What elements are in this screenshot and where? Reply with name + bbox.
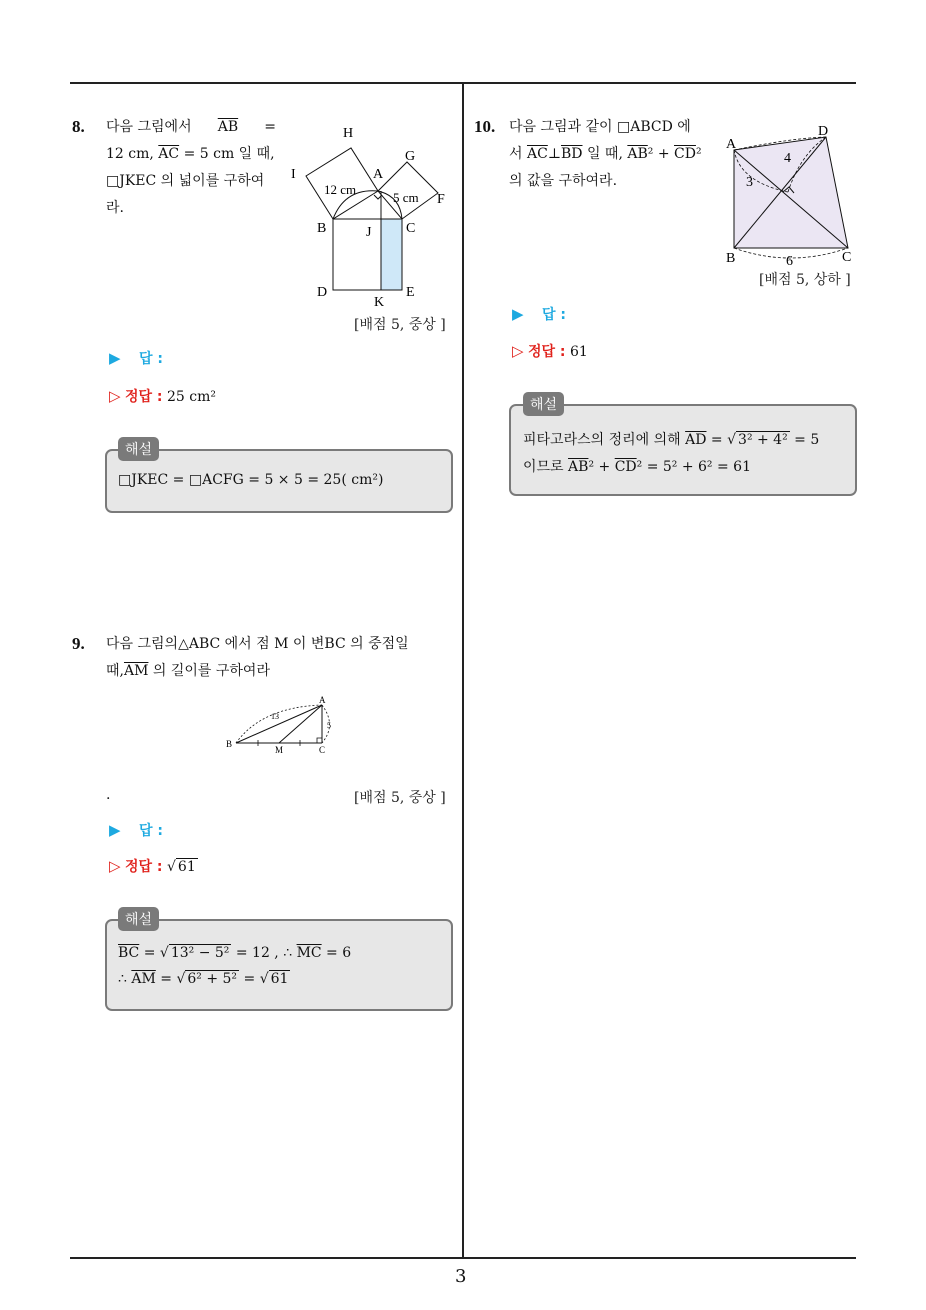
q9-explanation-line-1 <box>118 944 351 961</box>
q8-text-3: □JKEC 의 넓이를 구하여 <box>106 173 265 189</box>
q10-label-bc-length: 6 <box>786 254 793 268</box>
q9-exp-1f: = 6 <box>321 945 352 961</box>
bottom-rule <box>70 1257 856 1259</box>
q8-correct-value: 25 cm² <box>166 389 216 405</box>
q8-label-b: B <box>317 221 327 236</box>
q8-question <box>106 114 276 222</box>
q10-answer-row <box>512 304 566 324</box>
q8-label-e: E <box>406 285 415 300</box>
q9-number: 9. <box>72 634 85 653</box>
q9-correct-row <box>109 856 198 876</box>
q8-label-ac-length: 5 cm <box>393 190 419 205</box>
q9-explanation-box <box>105 919 453 1011</box>
q10-text-2c: ⊥ <box>547 146 561 162</box>
q10-exp-1c: = <box>706 432 728 448</box>
q10-quadrilateral <box>734 137 848 248</box>
q10-label-ad-length: 4 <box>784 151 791 166</box>
q9-correct-label: 정답 : <box>125 859 163 875</box>
q9-dot: . <box>106 787 111 803</box>
q8-segment-ab: $\overline{AB}$ <box>217 119 239 135</box>
q8-label-ab-length: 12 cm <box>324 182 357 197</box>
sqrt-icon: √ <box>259 971 269 987</box>
q8-answer-row <box>109 348 163 368</box>
q10-label-ab-length: 3 <box>746 175 753 190</box>
q8-label-c: C <box>406 221 416 236</box>
q8-explanation-tag: 해설 <box>118 437 159 461</box>
q8-correct-row <box>109 386 216 406</box>
q9-question <box>106 631 409 685</box>
q9-side-ab <box>236 705 322 743</box>
q8-label-a: A <box>373 167 384 182</box>
q9-text-2c: 의 길이를 구하여라 <box>148 663 270 679</box>
q9-answer-row <box>109 820 163 840</box>
q10-correct-label: 정답 : <box>528 344 566 360</box>
q8-correct-label: 정답 : <box>125 389 163 405</box>
q9-exp-2f: 61 <box>270 971 289 987</box>
q10-text-3: 의 값을 구하여라. <box>509 173 618 189</box>
q10-correct-row <box>512 341 588 361</box>
q10-figure <box>722 120 858 268</box>
q9-text-1: 다음 그림의△ABC 에서 점 M 이 변BC 의 중점일 <box>106 636 409 652</box>
page-number: 3 <box>455 1266 467 1287</box>
q9-exp-1c: 13² − 5² <box>170 945 230 961</box>
q9-correct-value: 61 <box>177 859 196 875</box>
q9-exp-2d: 6² + 5² <box>187 971 238 987</box>
q9-exp-1d: = 12 , ∴ <box>231 945 297 961</box>
q9-label-a: A <box>319 695 326 705</box>
triangle-outline-icon: ▷ <box>512 342 524 360</box>
q10-explanation-line-1 <box>523 429 819 449</box>
q9-text-2a: 때, <box>106 663 124 679</box>
q9-label-m: M <box>275 745 284 755</box>
q10-exp-ab: $\overline{AB}$ <box>568 459 589 475</box>
q8-answer-label: 답 : <box>139 351 163 367</box>
q8-explanation-line: □JKEC = □ACFG = 5 × 5 = 25( cm²) <box>118 472 384 488</box>
triangle-outline-icon: ▷ <box>109 387 121 405</box>
q10-exp-cd: $\overline{CD}$ <box>614 459 637 475</box>
q9-exp-1b: = <box>143 945 160 961</box>
q10-text-1: 다음 그림과 같이 □ABCD 에 <box>509 119 691 135</box>
q10-answer-label: 답 : <box>542 307 566 323</box>
q10-explanation-line-2 <box>523 456 751 476</box>
q10-score: [배점 5, 상하 ] <box>759 272 851 288</box>
q8-label-j: J <box>366 225 372 240</box>
q10-label-d: D <box>818 124 829 139</box>
q10-text-2g: ² + <box>647 146 675 162</box>
q10-exp-1e: = 5 <box>789 432 820 448</box>
q9-segment-am: $\overline{AM}$ <box>123 663 149 679</box>
q9-exp-mc: $\overline{MC}$ <box>296 945 322 961</box>
q10-exp-2e: ² = 5² + 6² = 61 <box>636 459 751 475</box>
q10-exp-1d: 3² + 4² <box>738 432 788 448</box>
q10-label-c: C <box>842 250 852 265</box>
q9-label-ab-length: 13 <box>271 712 279 721</box>
q8-label-f: F <box>437 192 445 207</box>
q9-explanation-tag: 해설 <box>118 907 159 931</box>
q9-score: [배점 5, 중상 ] <box>354 790 446 806</box>
q10-exp-2a: 이므로 <box>523 459 569 475</box>
q10-exp-2c: ² + <box>588 459 615 475</box>
sqrt-icon: √ <box>727 432 737 448</box>
q10-question <box>509 114 702 195</box>
play-icon: ▶ <box>512 305 524 323</box>
q8-number: 8. <box>72 117 85 136</box>
q8-text-2a: 12 cm, <box>106 146 154 162</box>
triangle-outline-icon: ▷ <box>109 857 121 875</box>
q9-right-angle <box>317 738 322 743</box>
q10-segment-cd: $\overline{CD}$ <box>674 146 696 162</box>
q10-number: 10. <box>474 117 496 136</box>
q8-label-i: I <box>291 167 296 182</box>
q8-text-2c: = 5 cm 일 때, <box>183 146 275 162</box>
q8-text-4: 라. <box>106 200 124 216</box>
q9-label-ac-length: 5 <box>327 721 331 730</box>
q10-segment-ac: $\overline{AC}$ <box>526 146 548 162</box>
q9-answer-label: 답 : <box>139 823 163 839</box>
q10-text-2a: 서 <box>509 146 527 162</box>
q10-label-b: B <box>726 251 736 266</box>
q10-label-a: A <box>726 137 737 152</box>
q8-shaded-rect <box>381 219 402 290</box>
q10-text-2e: 일 때, <box>582 146 628 162</box>
q8-segment-ac: $\overline{AC}$ <box>158 146 180 162</box>
q9-figure <box>222 693 344 755</box>
q9-explanation-line-2 <box>118 970 290 987</box>
q9-exp-bc: $\overline{BC}$ <box>118 945 140 961</box>
q10-exp-ad: $\overline{AD}$ <box>685 432 707 448</box>
q8-label-k: K <box>374 295 385 310</box>
q10-text-2i: ² <box>695 146 702 162</box>
q9-label-c: C <box>319 745 326 755</box>
q10-segment-ab: $\overline{AB}$ <box>627 146 648 162</box>
q8-text-1c: = <box>264 119 276 135</box>
q9-label-b: B <box>226 739 233 749</box>
q9-median-am <box>279 705 322 743</box>
q8-label-g: G <box>405 149 416 164</box>
q10-explanation-tag: 해설 <box>523 392 564 416</box>
q9-exp-2c: = <box>155 971 177 987</box>
sqrt-icon: √ <box>176 971 186 987</box>
q9-exp-am: $\overline{AM}$ <box>131 971 156 987</box>
q8-text-1a: 다음 그림에서 <box>106 119 192 135</box>
column-divider <box>462 84 464 1258</box>
q8-label-h: H <box>343 126 354 141</box>
play-icon: ▶ <box>109 821 121 839</box>
q10-explanation-box <box>509 404 857 496</box>
q10-exp-1a: 피타고라스의 정리에 의해 <box>523 432 686 448</box>
play-icon: ▶ <box>109 349 121 367</box>
sqrt-icon: √ <box>159 945 169 961</box>
q9-exp-2a: ∴ <box>118 971 132 987</box>
q9-exp-2e: = <box>239 971 260 987</box>
q10-segment-bd: $\overline{BD}$ <box>560 146 583 162</box>
q8-figure <box>285 118 460 313</box>
q8-score: [배점 5, 중상 ] <box>354 317 446 333</box>
q10-correct-value: 61 <box>569 344 588 360</box>
q8-label-d: D <box>317 285 328 300</box>
q9-correct-value-wrap: √ 61 <box>166 859 196 875</box>
